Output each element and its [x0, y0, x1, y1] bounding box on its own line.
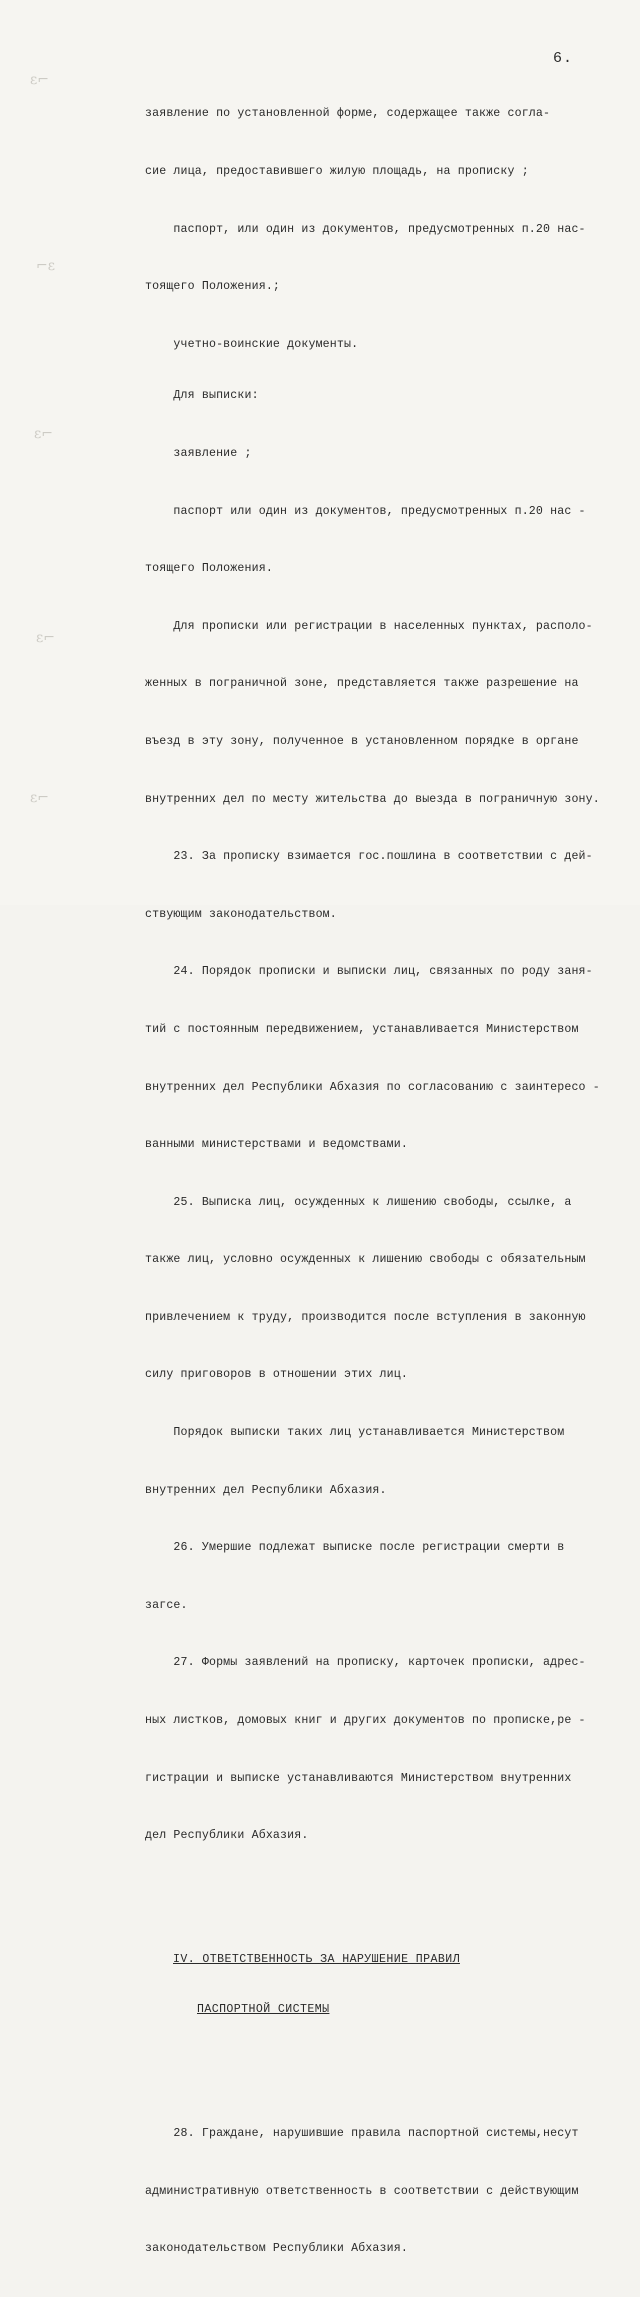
spacer: [145, 1903, 600, 1912]
margin-stain-mark: ⌐ε: [36, 258, 55, 274]
text-line: административную ответственность в соответствии с действующим: [145, 2184, 579, 2198]
text-line: сие лица, предоставившего жилую площадь, на прописку ;: [145, 165, 529, 178]
margin-stain-mark: ε⌐: [36, 630, 55, 646]
text-line: 27. Формы заявлений на прописку, карточек прописки, адрес-: [145, 1656, 586, 1670]
text-line: внутренних дел Республики Абхазия по согласованию с заинтересо -: [145, 1080, 600, 1094]
text-line: Порядок выписки таких лиц устанавливается Министерством: [145, 1426, 565, 1440]
text-line: привлечением к труду, производится после вступления в законную: [145, 1310, 586, 1324]
section-heading: IV. ОТВЕТСТВЕННОСТЬ ЗА НАРУШЕНИЕ ПРАВИЛ: [173, 1953, 460, 1967]
text-line: заявление по установленной форме, содержащее также согла-: [145, 107, 551, 121]
text-line: женных в пограничной зоне, представляется также разрешение на: [145, 677, 579, 691]
text-line: 26. Умершие подлежат выписке после регистрации смерти в: [145, 1541, 565, 1555]
text-line: 28. Граждане, нарушившие правила паспортной системы,несут: [145, 2127, 579, 2141]
text-line: ствующим законодательством.: [145, 907, 337, 921]
text-line: учетно-воинские документы.: [145, 337, 359, 351]
spacer: [145, 2058, 600, 2067]
margin-stain-mark: ε⌐: [34, 426, 53, 442]
text-line: паспорт, или один из документов, предусмотренных п.20 нас-: [145, 222, 586, 236]
text-line: въезд в эту зону, полученное в установленном порядке в органе: [145, 734, 579, 748]
section-heading-continued: ПАСПОРТНОЙ СИСТЕМЫ: [197, 2003, 330, 2017]
margin-stain-mark: ε⌐: [30, 72, 49, 88]
text-line: ванными министерствами и ведомствами.: [145, 1138, 408, 1152]
text-line: тий с постоянным передвижением, устанавливается Министерством: [145, 1022, 579, 1036]
text-line: дел Республики Абхазия.: [145, 1829, 309, 1843]
text-line: 23. За прописку взимается гос.пошлина в соответствии с дей-: [145, 850, 593, 864]
text-line: внутренних дел Республики Абхазия.: [145, 1483, 387, 1497]
text-line: тоящего Положения.;: [145, 280, 281, 294]
text-line: Для прописки или регистрации в населенных пунктах, располо-: [145, 619, 593, 633]
text-line: также лиц, условно осужденных к лишению свободы с обязательным: [145, 1253, 586, 1267]
text-line: тоящего Положения.: [145, 562, 273, 576]
text-line: ных листков, домовых книг и других документов по прописке,ре -: [145, 1714, 586, 1728]
text-line: внутренних дел по месту жительства до выезда в пограничную зону.: [145, 792, 600, 806]
text-line: законодательством Республики Абхазия.: [145, 2242, 408, 2256]
margin-stain-mark: ε⌐: [30, 790, 49, 806]
text-line: загсе.: [145, 1598, 188, 1612]
text-line: 25. Выписка лиц, осужденных к лишению свободы, ссылке, а: [145, 1195, 572, 1209]
text-line: паспорт или один из документов, предусмотренных п.20 нас -: [145, 504, 586, 518]
text-line: 24. Порядок прописки и выписки лиц, связанных по роду заня-: [145, 965, 593, 979]
text-line: заявление ;: [145, 446, 252, 460]
page-number: 6.: [553, 50, 574, 67]
text-line: силу приговоров в отношении этих лиц.: [145, 1368, 408, 1382]
text-line: Для выписки:: [145, 389, 259, 403]
document-body: [145, 66, 600, 2297]
text-line: гистрации и выписке устанавливаются Министерством внутренних: [145, 1771, 572, 1785]
